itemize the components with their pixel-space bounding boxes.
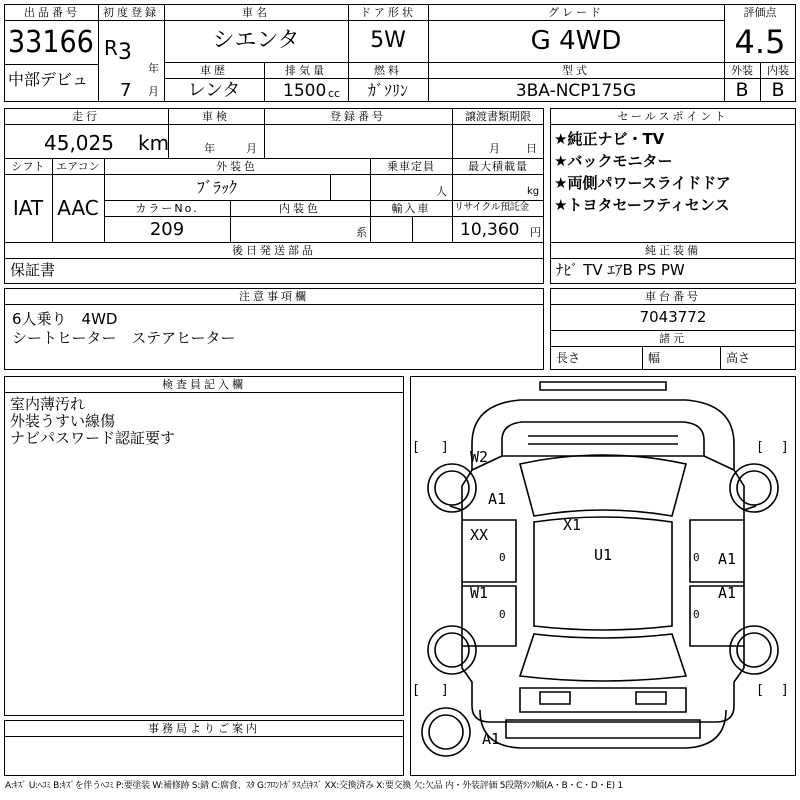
mark-xx: XX <box>470 526 489 544</box>
bracket-open: [ <box>756 440 764 455</box>
history-label: 車歴 <box>200 64 228 77</box>
shift-label: シフト <box>11 160 45 173</box>
chassis-value: 7043772 <box>639 308 707 326</box>
shift: IAT <box>12 196 44 220</box>
recycle-label: リサイクル預託金 <box>454 202 529 213</box>
month-unit: 月 <box>148 85 159 98</box>
grade-label: グレード <box>548 6 604 19</box>
interior-label: 内装 <box>767 64 789 77</box>
grille <box>528 436 678 444</box>
notes-line-1: 6人乗り 4WD <box>12 310 118 328</box>
width-label: 幅 <box>648 351 661 365</box>
mark-a1-rear: A1 <box>482 730 501 748</box>
mark-u1: U1 <box>594 546 613 564</box>
dims-label: 諸元 <box>659 332 687 345</box>
mark-x1: X1 <box>563 516 582 534</box>
mark-w1: W1 <box>470 584 489 602</box>
mark-a1-right-low: A1 <box>718 584 737 602</box>
exterior-label: 外装 <box>731 64 753 77</box>
model-label: 型式 <box>562 64 590 77</box>
genuine-label: 純正装備 <box>645 244 701 257</box>
bracket-open: [ <box>756 683 764 698</box>
front-fenders <box>472 456 734 470</box>
car-name: シエンタ <box>212 28 300 53</box>
displacement-label: 排気量 <box>285 64 327 77</box>
year-num: 3 <box>118 40 132 65</box>
mileage-unit: km <box>138 131 170 155</box>
recycle-unit: 円 <box>530 226 541 239</box>
era: R <box>104 36 118 60</box>
notes-line-2: シートヒーター ステアヒーター <box>12 329 236 347</box>
max-load-unit: kg <box>527 186 540 197</box>
sales-point-item: ★両側パワースライドドア <box>554 174 731 192</box>
displacement: 1500 <box>283 81 327 101</box>
import-label: 輸入車 <box>391 202 431 215</box>
inspection-year-unit: 年 <box>204 142 215 155</box>
rear-glass <box>520 634 686 681</box>
transfer-month-unit: 月 <box>489 142 500 155</box>
bracket-close: ] <box>781 440 789 455</box>
sales-point-item: ★トヨタセーフティセンス <box>554 196 730 214</box>
mileage-label: 走行 <box>72 110 100 123</box>
transfer-label: 譲渡書類期限 <box>465 110 531 123</box>
fuel: ｶﾞｿﾘﾝ <box>367 81 408 100</box>
debut-label: 中部デビュ <box>8 70 89 89</box>
windshield <box>520 455 686 516</box>
mark-a1-right-mid: A1 <box>718 550 737 568</box>
year-unit: 年 <box>148 62 159 75</box>
later-parts: 保証書 <box>10 261 56 279</box>
zero-mark: 0 <box>499 608 506 621</box>
recycle: 10,360 <box>460 220 520 240</box>
displacement-unit: cc <box>328 87 341 100</box>
footer-legend: A:ｷｽﾞ U:ﾍｺﾐ B:ｷｽﾞを伴うﾍｺﾐ P:要塗装 W:補修跡 S:錆 C:腐食、ｽﾀ G:ﾌﾛﾝﾄｶﾞﾗｽ点ｷｽﾞ XX:交換済み X:要交換 欠:欠品 内・外装評価 5段階ﾗﾝｸ順(A・B・C・D・E) 1 <box>5 781 623 791</box>
bracket-close: ] <box>781 683 789 698</box>
car-name-label: 車名 <box>242 6 270 19</box>
bracket-open: [ <box>412 440 420 455</box>
sales-point-item: ★バックモニター <box>554 152 673 170</box>
bracket-close: ] <box>441 440 449 455</box>
color-no: 209 <box>149 219 185 240</box>
bracket-close: ] <box>441 683 449 698</box>
inspector-label: 検査員記入欄 <box>162 378 246 391</box>
front-bumper <box>540 382 666 390</box>
grade: G 4WD <box>530 26 622 56</box>
interior-grade: B <box>771 79 785 101</box>
later-parts-label: 後日発送部品 <box>232 244 316 257</box>
color-no-label: カラーNo. <box>135 202 199 215</box>
fuel-label: 燃料 <box>374 64 402 77</box>
lot-number: 33166 <box>8 25 94 60</box>
exterior-grade: B <box>735 79 749 101</box>
roof <box>534 517 672 630</box>
height-label: 高さ <box>726 351 751 365</box>
interior-color-label: 内装色 <box>279 202 321 215</box>
rear-bumper <box>480 710 726 748</box>
sales-points-label: セールスポイント <box>617 110 729 123</box>
inspector-line: ナビパスワード認証要す <box>10 429 176 447</box>
mark-a1-front-left: A1 <box>488 490 507 508</box>
first-reg-label: 初度登録 <box>103 6 159 19</box>
zero-mark: 0 <box>693 608 700 621</box>
aircon: AAC <box>57 196 99 220</box>
max-load-label: 最大積載量 <box>468 160 528 173</box>
chassis-label: 車台番号 <box>645 290 701 303</box>
capacity-label: 乗車定員 <box>387 160 435 173</box>
inspection-label: 車検 <box>202 110 230 123</box>
registration-label: 登録番号 <box>330 110 386 123</box>
zero-mark: 0 <box>499 551 506 564</box>
history: レンタ <box>187 80 241 101</box>
color-label: 外装色 <box>216 160 258 173</box>
office-label: 事務局よりご案内 <box>148 722 260 735</box>
door: 5W <box>370 28 406 53</box>
capacity-unit: 人 <box>436 185 447 198</box>
color: ﾌﾞﾗｯｸ <box>196 178 237 197</box>
month-num: 7 <box>120 80 132 101</box>
car-diagram <box>410 376 796 776</box>
notes-label: 注意事項欄 <box>239 290 309 303</box>
bracket-open: [ <box>412 683 420 698</box>
hood <box>502 422 704 456</box>
right-doors <box>690 520 744 646</box>
genuine-value: ﾅﾋﾞ TV ｴｱB PS PW <box>556 261 685 279</box>
score: 4.5 <box>734 23 786 61</box>
aircon-label: エアコン <box>56 160 100 173</box>
interior-color-unit: 系 <box>356 226 367 239</box>
transfer-day-unit: 日 <box>526 142 537 155</box>
sales-point-item: ★純正ナビ・TV <box>554 130 665 148</box>
inspection-month-unit: 月 <box>246 142 257 155</box>
length-label: 長さ <box>556 351 581 365</box>
mark-w2: W2 <box>470 448 489 466</box>
plate <box>540 692 666 704</box>
zero-mark: 0 <box>693 551 700 564</box>
mileage: 45,025 <box>44 131 114 155</box>
door-label: ドア形状 <box>360 6 416 19</box>
inspector-line: 外装うすい線傷 <box>10 412 116 430</box>
model: 3BA-NCP175G <box>515 81 637 101</box>
score-label: 評価点 <box>743 6 777 19</box>
lot-label: 出品番号 <box>24 6 80 19</box>
inspector-line: 室内薄汚れ <box>10 395 86 413</box>
